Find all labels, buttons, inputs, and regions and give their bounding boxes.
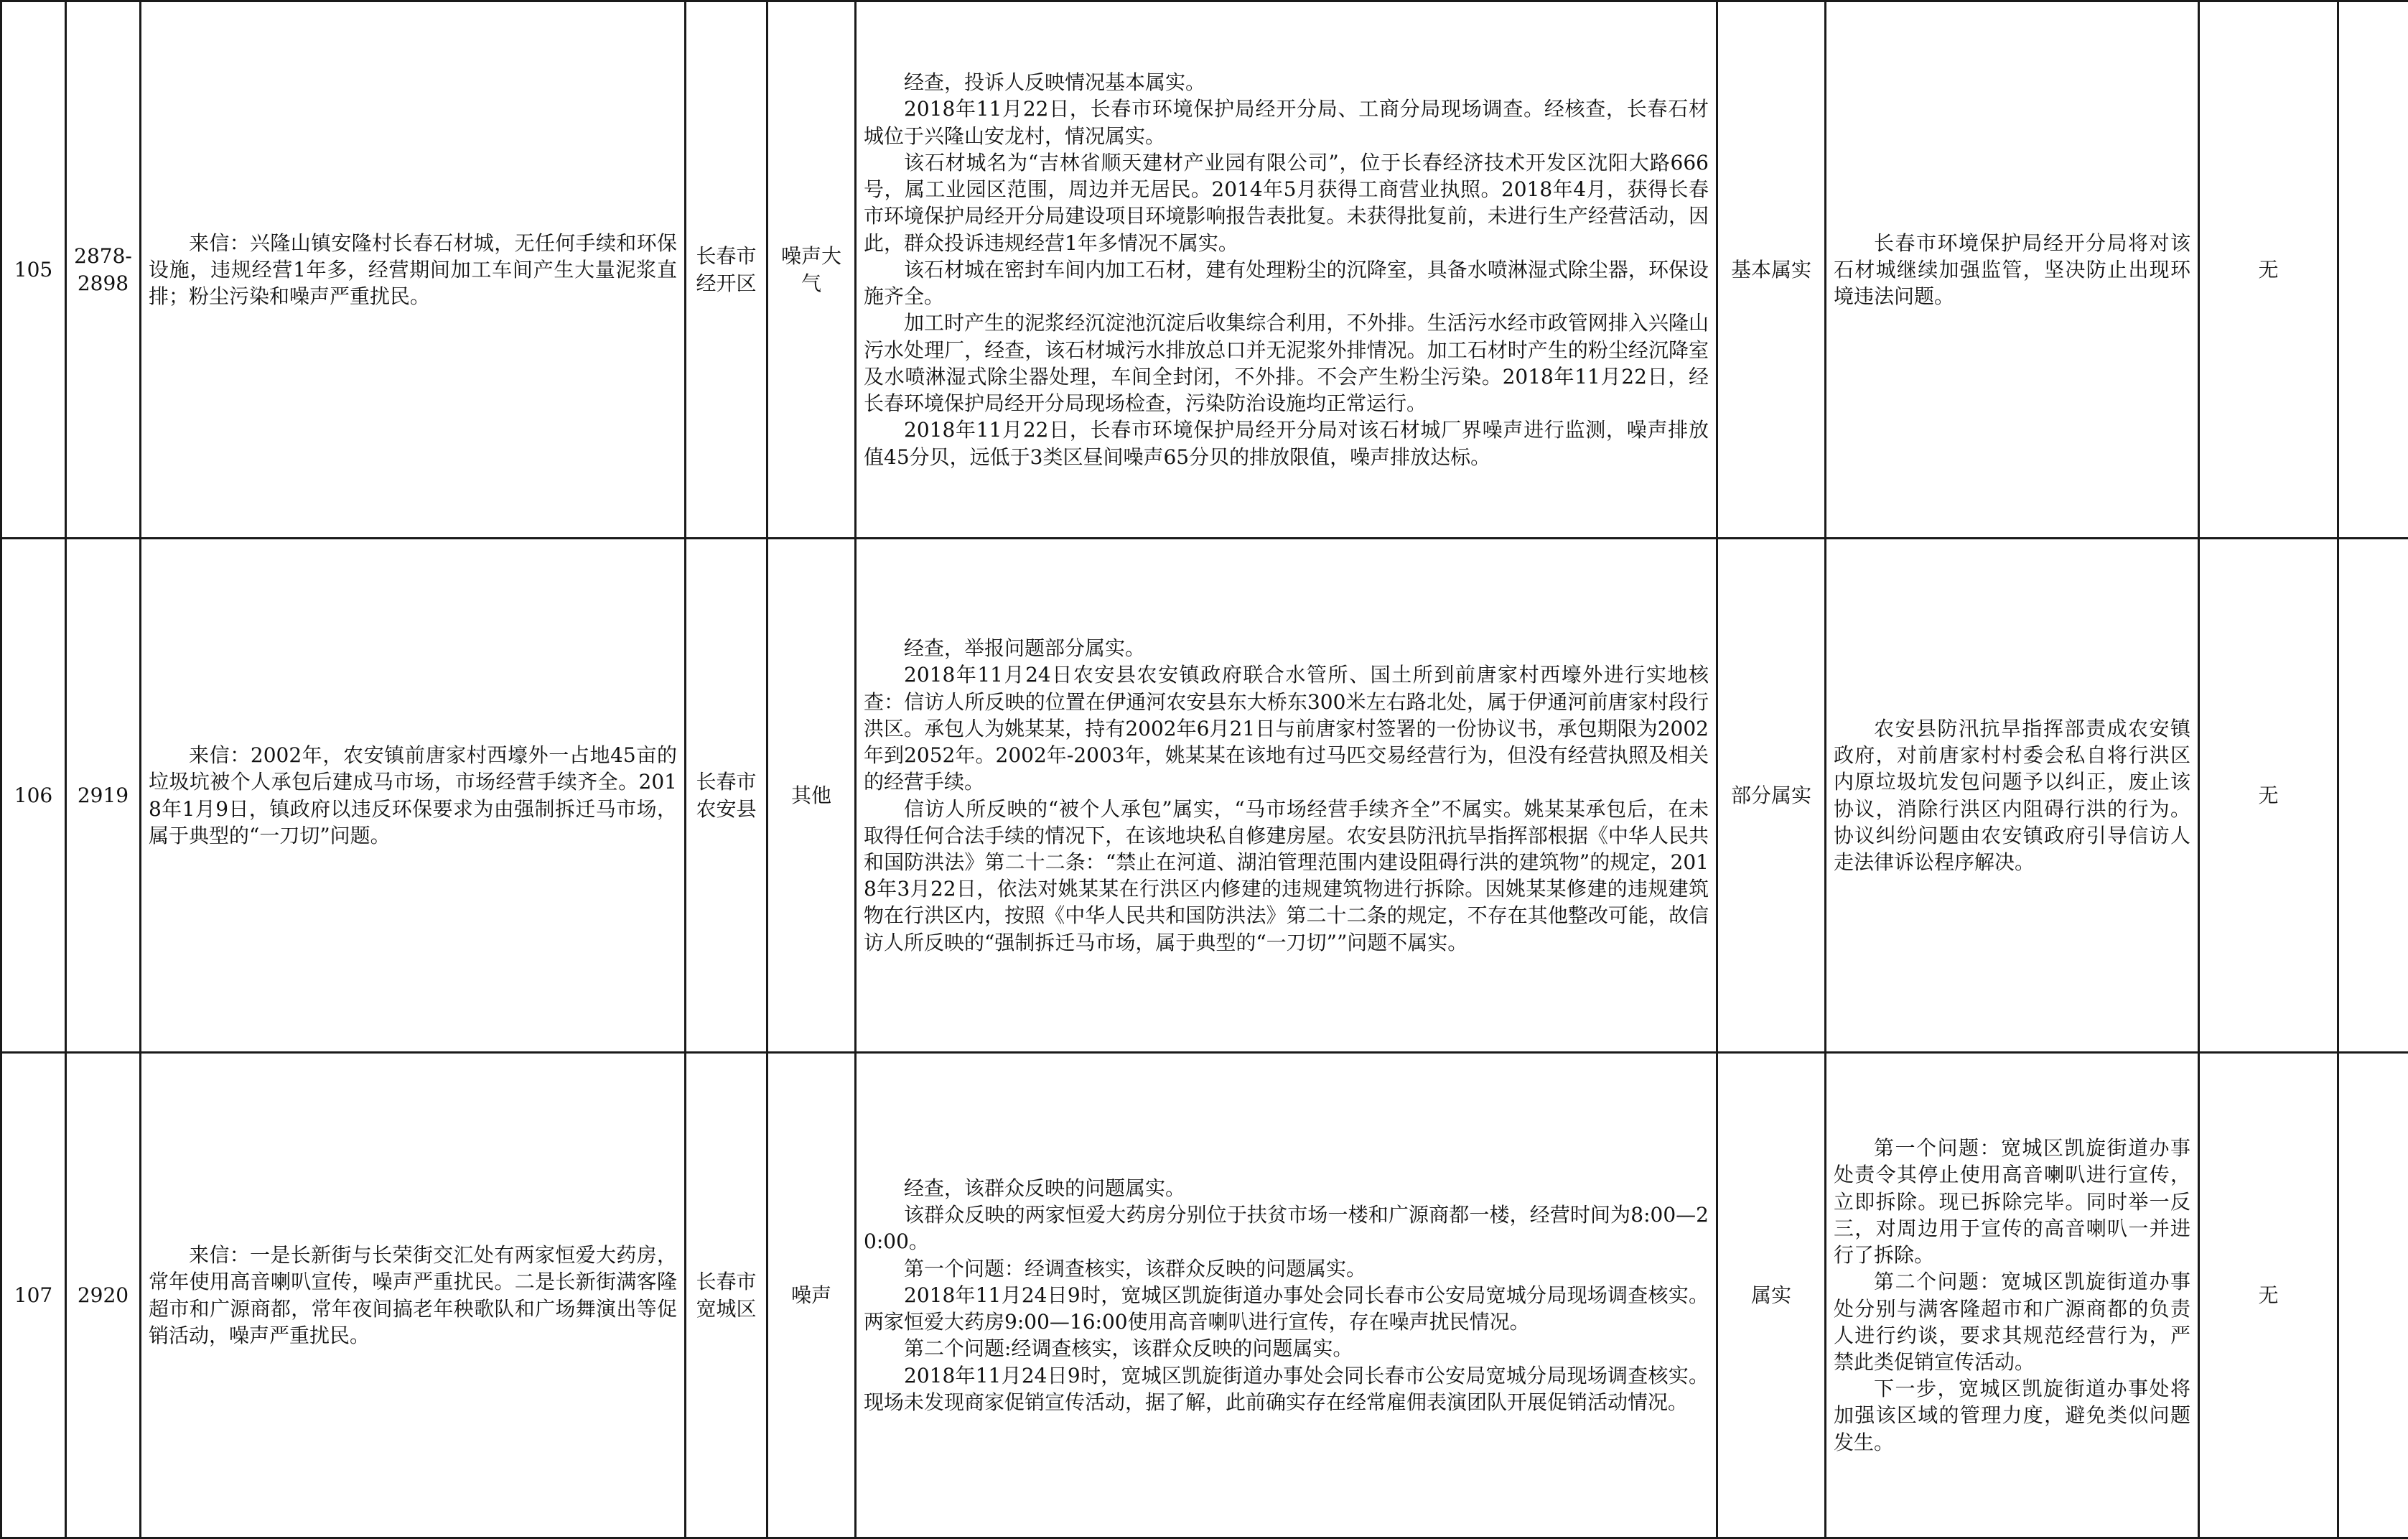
investigation-paragraph: 2018年11月22日，长春市环境保护局经开分局对该石材城厂界噪声进行监测，噪声排放值45分贝，远低于3类区昼间噪声65分贝的排放限值，噪声排放达标。 xyxy=(864,417,1709,470)
investigation-paragraph: 2018年11月24日9时，宽城区凯旋街道办事处会同长春市公安局宽城分局现场调查核实。现场未发现商家促销宣传活动，据了解，此前确实存在经常雇佣表演团队开展促销活动情况。 xyxy=(864,1362,1709,1415)
investigation-paragraph: 信访人所反映的“被个人承包”属实，“马市场经营手续齐全”不属实。姚某某承包后，在未取得任何合法手续的情况下，在该地块私自修建房屋。农安县防汛抗旱指挥部根据《中华人民共和国防洪法》第二十二条：“禁止在河道、湖泊管理范围内建设阻碍行洪的建筑物”的规定，2018年3月22日，依法对姚某某在行洪区内修建的违规建筑物进行拆除。因姚某某修建的违规建筑物在行洪区内，按照《中华人民共和国防洪法》第二十二条的规定，不存在其他整改可能，故信访人所反映的“强制拆迁马市场，属于典型的“一刀切””问题不属实。 xyxy=(864,796,1709,956)
investigation-paragraph: 2018年11月24日9时，宽城区凯旋街道办事处会同长春市公安局宽城分局现场调查核实。两家恒爱大药房9:00—16:00使用高音喇叭进行宣传，存在噪声扰民情况。 xyxy=(864,1282,1709,1335)
case-code: 2919 xyxy=(66,539,141,1053)
action-text xyxy=(1826,1,2199,539)
action-paragraph: 长春市环境保护局经开分局将对该石材城继续加强监管，坚决防止出现环境违法问题。 xyxy=(1834,230,2190,310)
action-text xyxy=(1826,539,2199,1053)
complaint-text: 来信：兴隆山镇安隆村长春石材城，无任何手续和环保设施，违规经营1年多，经营期间加工车间产生大量泥浆直排；粉尘污染和噪声严重扰民。 xyxy=(141,1,686,539)
accountability: 无 xyxy=(2199,1,2338,539)
action-text xyxy=(1826,1053,2199,1538)
pollution-type: 其他 xyxy=(767,539,856,1053)
case-code: 2878-2898 xyxy=(66,1,141,539)
investigation-paragraph: 加工时产生的泥浆经沉淀池沉淀后收集综合利用，不外排。生活污水经市政管网排入兴隆山污水处理厂，经查，该石材城污水排放总口并无泥浆外排情况。加工石材时产生的粉尘经沉降室及水喷淋湿式除尘器处理，车间全封闭，不外排。不会产生粉尘污染。2018年11月22日，经长春环境保护局经开分局现场检查，污染防治设施均正常运行。 xyxy=(864,310,1709,417)
location: 长春市农安县 xyxy=(686,539,767,1053)
case-number: 107 xyxy=(1,1053,66,1538)
verdict: 属实 xyxy=(1717,1053,1826,1538)
pollution-type: 噪声 xyxy=(767,1053,856,1538)
investigation-paragraph: 2018年11月22日，长春市环境保护局经开分局、工商分局现场调查。经核查，长春石材城位于兴隆山安龙村，情况属实。 xyxy=(864,96,1709,149)
case-number: 106 xyxy=(1,539,66,1053)
pollution-type: 噪声大气 xyxy=(767,1,856,539)
location: 长春市宽城区 xyxy=(686,1053,767,1538)
action-paragraph: 第二个问题：宽城区凯旋街道办事处分别与满客隆超市和广源商都的负责人进行约谈，要求其规范经营行为，严禁此类促销宣传活动。 xyxy=(1834,1268,2190,1375)
complaint-text: 来信：一是长新街与长荣街交汇处有两家恒爱大药房，常年使用高音喇叭宣传，噪声严重扰民。二是长新街满客隆超市和广源商都，常年夜间搞老年秧歌队和广场舞演出等促销活动，噪声严重扰民。 xyxy=(141,1053,686,1538)
case-number: 105 xyxy=(1,1,66,539)
verdict: 部分属实 xyxy=(1717,539,1826,1053)
action-paragraph: 农安县防汛抗旱指挥部责成农安镇政府，对前唐家村村委会私自将行洪区内原垃圾坑发包问题予以纠正，废止该协议，消除行洪区内阻碍行洪的行为。协议纠纷问题由农安镇政府引导信访人走法律诉讼程序解决。 xyxy=(1834,715,2190,875)
action-paragraph: 下一步，宽城区凯旋街道办事处将加强该区域的管理力度，避免类似问题发生。 xyxy=(1834,1375,2190,1456)
complaint-text: 来信：2002年，农安镇前唐家村西壕外一占地45亩的垃圾坑被个人承包后建成马市场，市场经营手续齐全。2018年1月9日，镇政府以违反环保要求为由强制拆迁马市场，属于典型的“一刀切”问题。 xyxy=(141,539,686,1053)
blank-cell xyxy=(2338,1053,2408,1538)
verdict: 基本属实 xyxy=(1717,1,1826,539)
accountability: 无 xyxy=(2199,1053,2338,1538)
investigation-paragraph: 2018年11月24日农安县农安镇政府联合水管所、国土所到前唐家村西壕外进行实地核查：信访人所反映的位置在伊通河农安县东大桥东300米左右路北处，属于伊通河前唐家村段行洪区。承包人为姚某某，持有2002年6月21日与前唐家村签署的一份协议书，承包期限为2002年到2052年。2002年-2003年，姚某某在该地有过马匹交易经营行为，但没有经营执照及相关的经营手续。 xyxy=(864,661,1709,795)
investigation-text xyxy=(856,539,1717,1053)
investigation-text xyxy=(856,1,1717,539)
action-paragraph: 第一个问题：宽城区凯旋街道办事处责令其停止使用高音喇叭进行宣传，立即拆除。现已拆除完毕。同时举一反三，对周边用于宣传的高音喇叭一并进行了拆除。 xyxy=(1834,1135,2190,1268)
investigation-paragraph: 该石材城名为“吉林省顺天建材产业园有限公司”，位于长春经济技术开发区沈阳大路666号，属工业园区范围，周边并无居民。2014年5月获得工商营业执照。2018年4月，获得长春市环境保护局经开分局建设项目环境影响报告表批复。未获得批复前，未进行生产经营活动，因此，群众投诉违规经营1年多情况不属实。 xyxy=(864,149,1709,256)
case-code: 2920 xyxy=(66,1053,141,1538)
table-row xyxy=(1,1,2408,539)
blank-cell xyxy=(2338,1,2408,539)
investigation-paragraph: 经查，举报问题部分属实。 xyxy=(864,635,1709,661)
investigation-paragraph: 经查，该群众反映的问题属实。 xyxy=(864,1175,1709,1201)
location: 长春市经开区 xyxy=(686,1,767,539)
investigation-paragraph: 经查，投诉人反映情况基本属实。 xyxy=(864,69,1709,96)
investigation-paragraph: 该群众反映的两家恒爱大药房分别位于扶贫市场一楼和广源商都一楼，经营时间为8:00—20:00。 xyxy=(864,1201,1709,1255)
investigation-paragraph: 该石材城在密封车间内加工石材，建有处理粉尘的沉降室，具备水喷淋湿式除尘器，环保设施齐全。 xyxy=(864,256,1709,310)
investigation-text xyxy=(856,1053,1717,1538)
table-row xyxy=(1,539,2408,1053)
investigation-paragraph: 第一个问题：经调查核实，该群众反映的问题属实。 xyxy=(864,1255,1709,1282)
table-row xyxy=(1,1053,2408,1538)
accountability: 无 xyxy=(2199,539,2338,1053)
investigation-paragraph: 第二个问题:经调查核实，该群众反映的问题属实。 xyxy=(864,1335,1709,1362)
blank-cell xyxy=(2338,539,2408,1053)
